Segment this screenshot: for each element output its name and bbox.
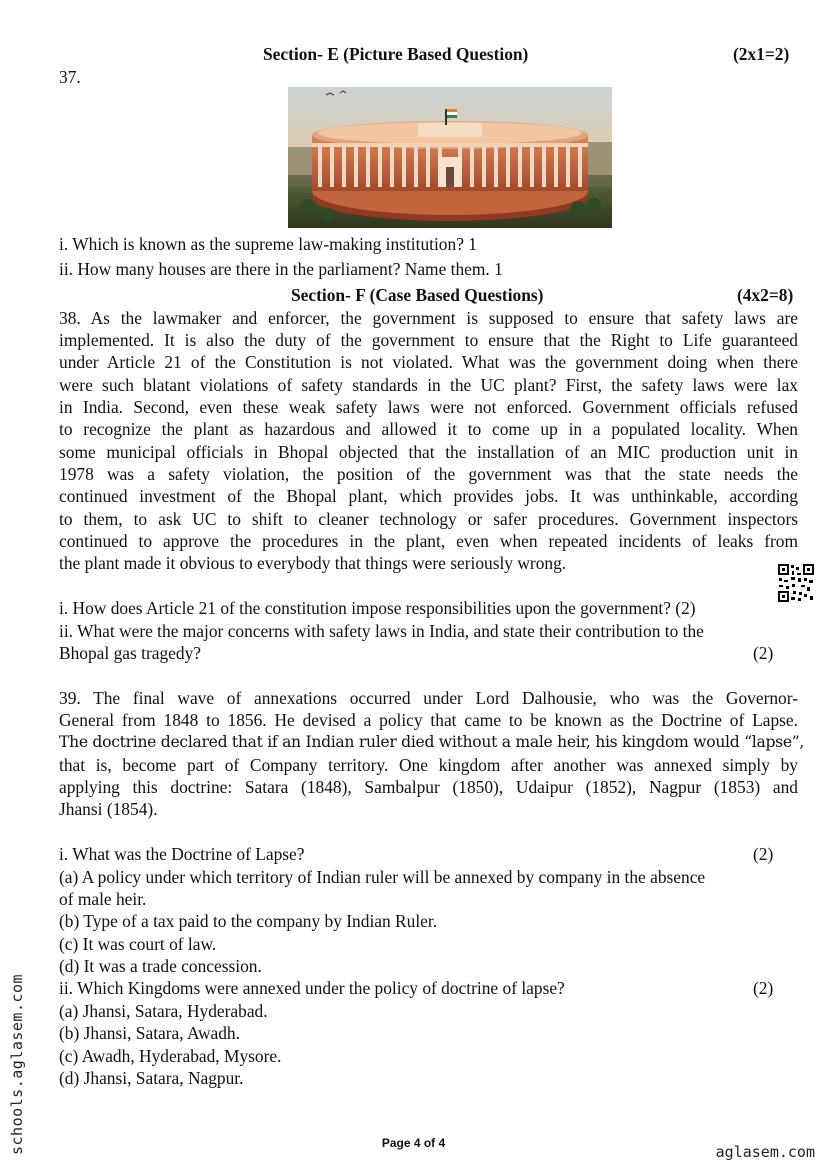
q38-passage-line: in India. Second, even these weak safety laws were not enforced. Government officials refused xyxy=(59,397,798,417)
q39-part-ii: ii. Which Kingdoms were annexed under the policy of doctrine of lapse? xyxy=(59,978,565,998)
q38-part-ii-line1: ii. What were the major concerns with safety laws in India, and state their contribution to the xyxy=(59,621,704,641)
section-e-marks: (2x1=2) xyxy=(733,44,790,64)
q39-part-i-option: (c) It was court of law. xyxy=(59,934,217,954)
q39-part-ii-option: (a) Jhansi, Satara, Hyderabad. xyxy=(59,1001,268,1021)
parliament-illustration xyxy=(288,87,612,228)
q38-part-ii-line2: Bhopal gas tragedy? xyxy=(59,643,201,663)
q38-passage-line: implemented. It is also the duty of the government to ensure that the Right to Life guaranteed xyxy=(59,330,798,350)
q39-passage-line: General from 1848 to 1856. He devised a policy that came to be known as the Doctrine of Lapse. xyxy=(59,710,798,730)
q38-passage-line: the plant made it obvious to everybody that things were seriously wrong. xyxy=(59,553,567,573)
q39-passage-line: applying this doctrine: Satara (1848), Sambalpur (1850), Udaipur (1852), Nagpur (1853) and xyxy=(59,777,798,797)
q39-part-i: i. What was the Doctrine of Lapse? xyxy=(59,844,305,864)
q39-passage-line: Jhansi (1854). xyxy=(59,799,158,819)
parliament-image xyxy=(288,87,612,228)
qr-code-icon xyxy=(777,563,815,603)
q39-part-ii-option: (c) Awadh, Hyderabad, Mysore. xyxy=(59,1046,282,1066)
q39-part-i-option: (d) It was a trade concession. xyxy=(59,956,262,976)
q39-part-ii-marks: (2) xyxy=(753,978,774,998)
q39-passage-line: 39. The final wave of annexations occurred under Lord Dalhousie, who was the Governor- xyxy=(59,688,798,708)
section-e-title: Section- E (Picture Based Question) xyxy=(263,44,529,64)
question-37-number: 37. xyxy=(59,67,81,87)
q38-passage-line: some municipal officials in Bhopal objected that the installation of an MIC production unit in xyxy=(59,442,798,462)
q38-part-i: i. How does Article 21 of the constitution impose responsibilities upon the government? (2) xyxy=(59,598,696,618)
q39-part-i-marks: (2) xyxy=(753,844,774,864)
q38-passage-line: to them, to ask UC to shift to cleaner technology or safer procedures. Government inspectors xyxy=(59,509,798,529)
q38-part-ii-marks: (2) xyxy=(753,643,774,663)
q39-part-i-option: (b) Type of a tax paid to the company by Indian Ruler. xyxy=(59,911,438,931)
section-f-marks: (4x2=8) xyxy=(737,285,794,305)
question-37-part-ii: ii. How many houses are there in the parliament? Name them. 1 xyxy=(59,259,503,279)
page-number: Page 4 of 4 xyxy=(381,1136,446,1150)
q38-passage-line: continued to approve the procedures in the plant, even when repeated incidents of leaks from xyxy=(59,531,798,551)
q39-part-i-option: (a) A policy under which territory of Indian ruler will be annexed by company in the absence xyxy=(59,867,706,887)
q38-passage-line: were such blatant violations of safety standards in the UC plant? First, the safety laws were lax xyxy=(59,375,798,395)
watermark-schools-aglasem: schools.aglasem.com xyxy=(8,973,26,1155)
watermark-aglasem: aglasem.com xyxy=(715,1143,815,1161)
q38-passage-line: under Article 21 of the Constitution is not violated. What was the government doing when there xyxy=(59,352,798,372)
q39-part-ii-option: (d) Jhansi, Satara, Nagpur. xyxy=(59,1068,244,1088)
q39-passage-line: that is, become part of Company territory. One kingdom after another was annexed simply by xyxy=(59,755,798,775)
q38-passage-line: 38. As the lawmaker and enforcer, the government is supposed to ensure that safety laws are xyxy=(59,308,798,328)
q39-part-i-option: of male heir. xyxy=(59,889,147,909)
q39-passage-line: The doctrine declared that if an Indian ruler died without a male heir, his kingdom would “lapse”, xyxy=(59,733,805,751)
q39-part-ii-option: (b) Jhansi, Satara, Awadh. xyxy=(59,1023,240,1043)
q38-passage-line: to recognize the plant as hazardous and allowed it to come up in a populated locality. When xyxy=(59,419,798,439)
q38-passage-line: continued investment of the Bhopal plant, which provides jobs. It was unthinkable, according xyxy=(59,486,798,506)
section-f-title: Section- F (Case Based Questions) xyxy=(291,285,544,305)
question-37-part-i: i. Which is known as the supreme law-making institution? 1 xyxy=(59,234,477,254)
qr-code[interactable] xyxy=(777,563,815,603)
q38-passage-line: 1978 was a safety violation, the position of the government was that the state needs the xyxy=(59,464,798,484)
